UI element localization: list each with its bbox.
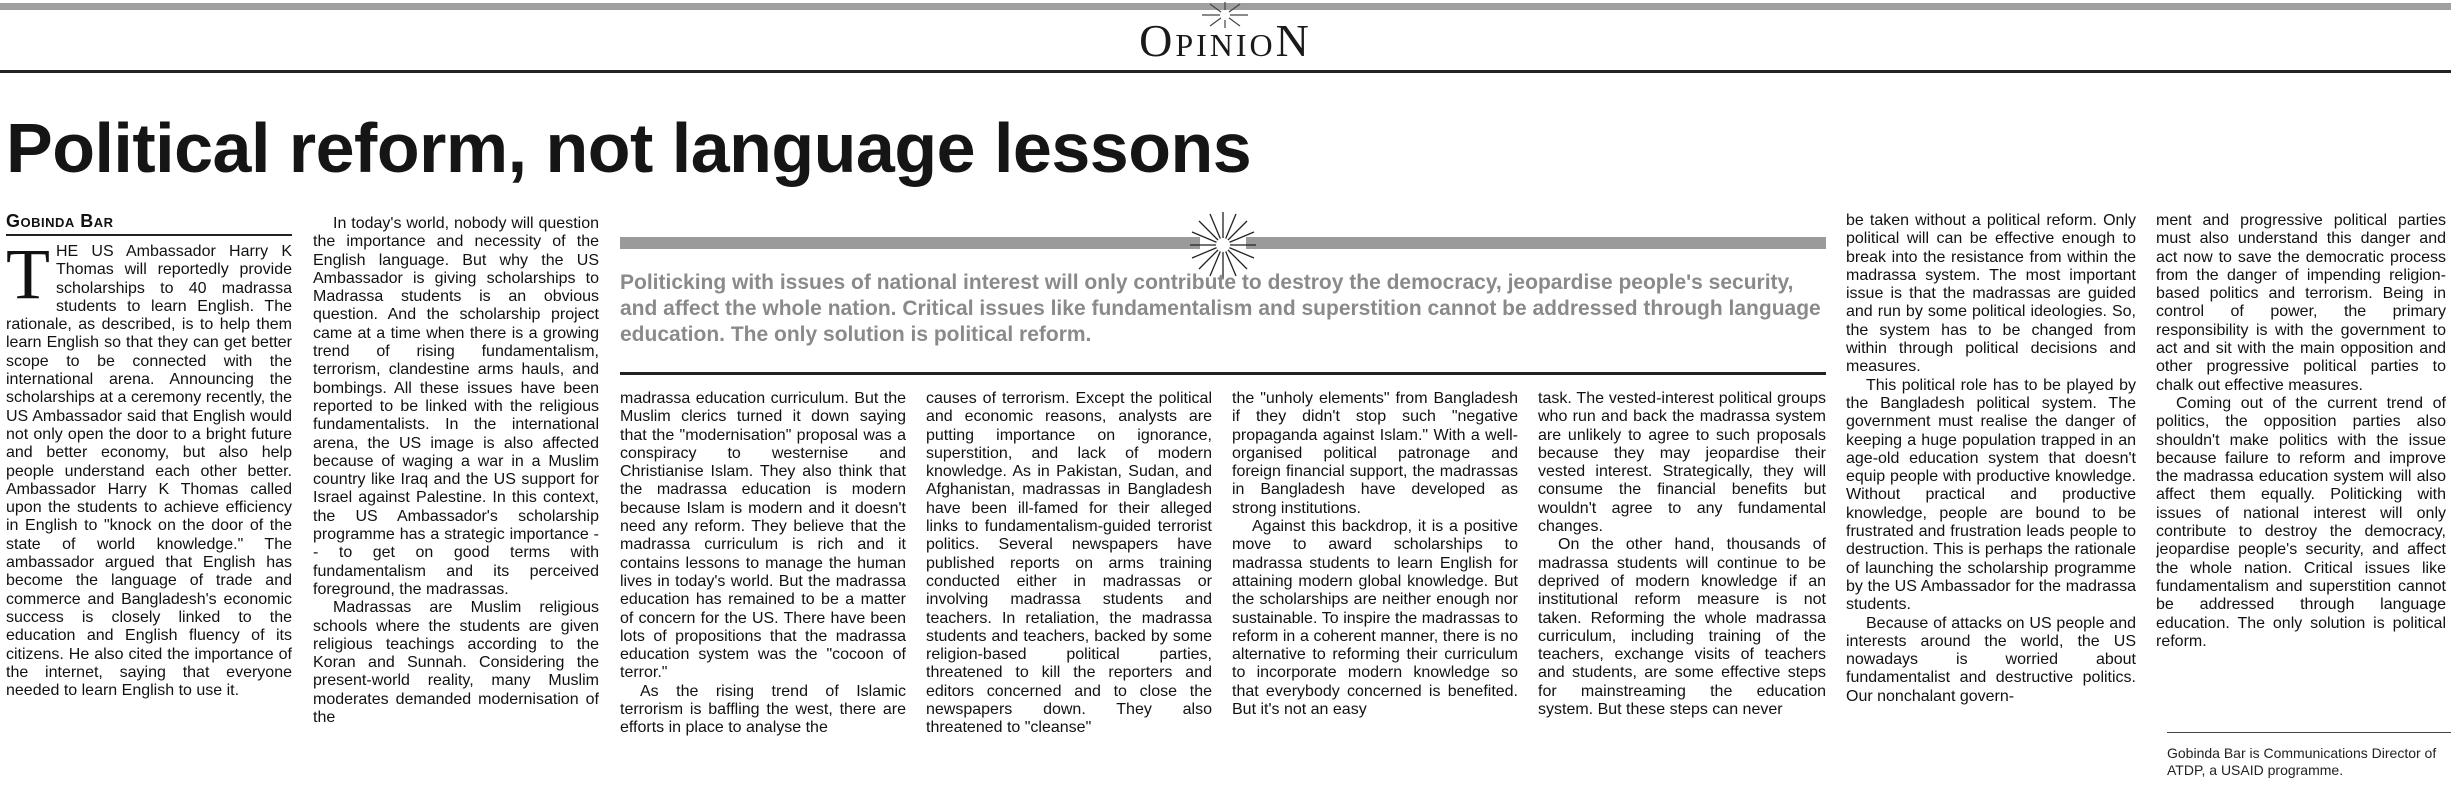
headline: Political reform, not language lessons (6, 109, 1252, 187)
article-column-4 (926, 390, 1212, 805)
paragraph: This political role has to be played by the Bangladesh political system. The government must realise the danger of keeping a huge population trapped in an age-old education system that doesn't equip people with productive knowledge. Without practical and productive knowledge, people are bound to be frustrated and frustration leads people to destruction. This is perhaps the rationale of launching the scholarship programme by the US Ambassador for the madrassa students. (1846, 376, 2136, 614)
pull-quote: Politicking with issues of national interest will only contribute to destroy the democracy, jeopardise people's security, and affect the whole nation. Critical issues like fundamentalism and superstition cannot be addressed through language education. The only solution is political reform. (620, 271, 1821, 346)
pull-quote-bar (620, 237, 1200, 249)
paragraph: Because of attacks on US people and interests around the world, the US nowadays is worried about fundamentalist and destructive politics. Our nonchalant govern- (1846, 614, 2136, 705)
author-note: Gobinda Bar is Communications Director of ATDP, a USAID programme. (2167, 745, 2437, 778)
article-column-1 (6, 243, 292, 803)
paragraph: In today's world, nobody will question the importance and necessity of the English language. But why the US Ambassador is giving scholarships to Madrassa students is an obvious question. And the scholarship project came at a time when there is a growing trend of rising fundamentalism, terrorism, clandestine arms hauls, and bombings. All these issues have been reported to be linked with the religious fundamentalists. In the international arena, the US image is also affected because of waging a war in a Muslim country like Iraq and the US support for Israel against Palestine. In this context, the US Ambassador's scholarship programme has a strategic importance -- to get on good terms with fundamentalism and its perceived foreground, the madrassas. (313, 215, 599, 598)
pull-quote-bar (1246, 237, 1826, 249)
paragraph: task. The vested-interest political groups who run and back the madrassa system are unlikely to agree to such proposals because they may jeopardise their vested interest. Strategically, they will consume the financial benefits but wouldn't agree to any fundamental changes. (1538, 390, 1826, 536)
paragraph: On the other hand, thousands of madrassa students will continue to be deprived of modern knowledge if an institutional reform measure is not taken. Reforming the whole madrassa curriculum, including training of the teachers, exchange visits of teachers and students, are some effective steps for mainstreaming the education system. But these steps can never (1538, 536, 1826, 719)
footnote-divider (2167, 732, 2451, 733)
article-column-5 (1232, 390, 1518, 805)
paragraph: be taken without a political reform. Only political will can be effective enough to break into the resistance from within the madrassa system. The most important issue is that the madrassas are guided and run by some political ideologies. So, the system has to be changed from within through political decisions and measures. (1846, 212, 2136, 376)
pull-quote-divider (620, 372, 1826, 375)
byline-divider (6, 234, 292, 236)
paragraph: madrassa education curriculum. But the Muslim clerics turned it down saying that the "modernisation" proposal was a conspiracy to westernise and Christianise Islam. They also think that the madrassa education is modern because Islam is modern and it doesn't need any reform. They believe that the madrassa curriculum is rich and it contains lessons to manage the human lives in today's world. But the madrassa education has remained to be a matter of concern for the US. There have been lots of propositions that the madrassa education system was the "cocoon of terror." (620, 390, 906, 682)
paragraph: As the rising trend of Islamic terrorism is baffling the west, there are efforts in place to analyse the (620, 682, 906, 737)
article-column-7 (1846, 212, 2136, 805)
section-title: OpinioN (1139, 15, 1312, 66)
article-column-2 (313, 215, 599, 805)
header-divider (0, 70, 2451, 73)
paragraph: Against this backdrop, it is a positive move to award scholarships to madrassa students to learn English for attaining modern global knowledge. But the scholarships are neither enough nor sustainable. To inspire the madrassas to reform in a coherent manner, there is no alternative to reforming their curriculum to incorporate modern knowledge so that everybody concerned is benefited. But it's not an easy (1232, 518, 1518, 719)
article-column-3 (620, 390, 906, 805)
article-column-6 (1538, 390, 1826, 805)
paragraph: Coming out of the current trend of politics, the opposition parties also shouldn't make politics with the issue because failure to reform and improve the madrassa education system will also affect them equally. Politicking with issues of national interest will only contribute to destroy the democracy, jeopardise people's security, and affect the whole nation. Critical issues like fundamentalism and superstition cannot be addressed through language education. The only solution is political reform. (2156, 394, 2446, 650)
paragraph: Madrassas are Muslim religious schools where the students are given religious teachings according to the Koran and Sunnah. Considering the present-world reality, many Muslim moderates demanded modernisation of the (313, 599, 599, 727)
paragraph: the "unholy elements" from Bangladesh if they didn't stop such "negative propaganda against Islam." With a well-organised political patronage and foreign financial support, the madrassas in Bangladesh have developed as strong institutions. (1232, 390, 1518, 517)
article-column-8 (2156, 212, 2446, 727)
paragraph: ment and progressive political parties must also understand this danger and act now to save the democratic process from the danger of impending religion-based politics and terrorism. Being in control of power, the primary responsibility is with the government to act and sit with the main opposition and other progressive political parties to chalk out effective measures. (2156, 212, 2446, 394)
paragraph: causes of terrorism. Except the political and economic reasons, analysts are putting importance on ignorance, superstition, and lack of modern knowledge. As in Pakistan, Sudan, and Afghanistan, madrassas in Bangladesh have been ill-famed for their alleged links to fundamentalism-guided terrorist politics. Several newspapers have published reports on arms training conducted either in madrassas or involving madrassa students and teachers. In retaliation, the madrassa students and teachers, backed by some religion-based political parties, threatened to kill the reporters and editors concerned and to close the newspapers down. They also threatened to "cleanse" (926, 390, 1212, 737)
byline: Gobinda Bar (6, 211, 114, 231)
dropcap: T (6, 243, 50, 314)
paragraph: HE US Ambassador Harry K Thomas will reportedly provide scholarships to 40 madrassa students to learn English. The rationale, as described, is to help them learn English so that they can get better scope to be connected with the international arena. Announcing the scholarships at a ceremony recently, the US Ambassador said that English would not only open the door to a bright future and better economy, but also help people understand each other better. Ambassador Harry K Thomas called upon the students to achieve efficiency in English to "knock on the door of the state of world knowledge." The ambassador argued that English has become the language of trade and commerce and Bangladesh's economic success is closely linked to the education and English fluency of its citizens. He also cited the importance of the internet, saying that everyone needed to learn English to use it. (6, 243, 292, 700)
